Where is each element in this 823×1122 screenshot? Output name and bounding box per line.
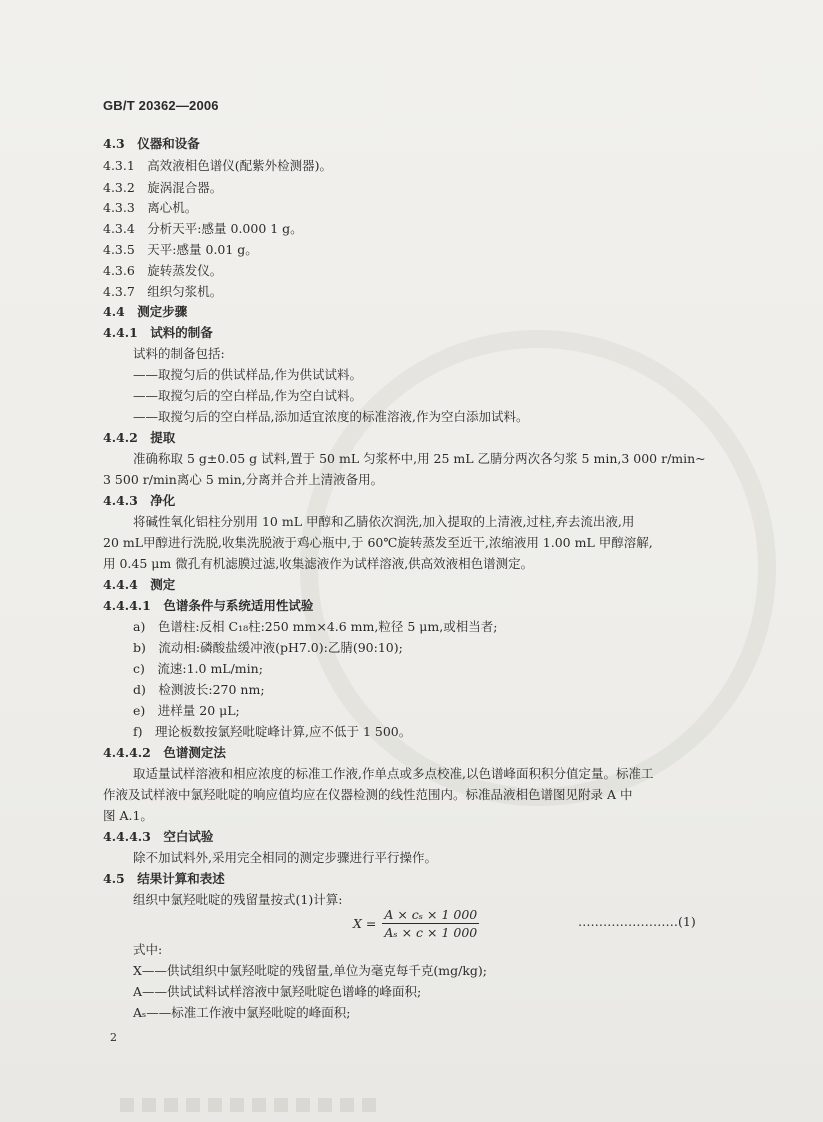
formula-lhs: X =	[353, 916, 377, 931]
paragraph-line: 除不加试料外,采用完全相同的测定步骤进行平行操作。	[133, 850, 437, 865]
paragraph-line: 用 0.45 μm 微孔有机滤膜过滤,收集滤液作为试样溶液,供高效液相色谱测定。	[103, 556, 534, 571]
list-item: 4.3.7 组织匀浆机。	[103, 284, 223, 299]
standard-code: GB/T 20362—2006	[103, 98, 219, 113]
section-heading: 4.5 结果计算和表述	[103, 871, 225, 886]
formula-fraction	[382, 907, 479, 940]
definition-line: A——供试试料试样溶液中氯羟吡啶色谱峰的峰面积;	[133, 984, 422, 999]
paragraph-line: 试料的制备包括:	[133, 346, 225, 361]
paragraph-line: 式中:	[133, 942, 163, 957]
bleed-through-strip	[120, 1098, 380, 1112]
equation-number: ……………………(1)	[578, 914, 696, 929]
list-item: c) 流速:1.0 mL/min;	[133, 661, 263, 676]
list-item: 4.3.1 高效液相色谱仪(配紫外检测器)。	[103, 158, 333, 173]
page-number: 2	[110, 1031, 117, 1044]
formula-numerator: A × cₛ × 1 000	[384, 907, 478, 922]
list-item: d) 检测波长:270 nm;	[133, 682, 265, 697]
section-heading: 4.4 测定步骤	[103, 304, 188, 319]
dash-item: ——取搅匀后的空白样品,作为空白试料。	[133, 388, 362, 403]
list-item: a) 色谱柱:反相 C₁₈柱:250 mm×4.6 mm,粒径 5 μm,或相当者;	[133, 619, 498, 634]
subsection-heading: 4.4.4.2 色谱测定法	[103, 745, 226, 760]
list-item: f) 理论板数按氯羟吡啶峰计算,应不低于 1 500。	[133, 724, 412, 739]
list-item: 4.3.3 离心机。	[103, 200, 198, 215]
subsection-heading: 4.4.1 试料的制备	[103, 325, 213, 340]
definition-line: X——供试组织中氯羟吡啶的残留量,单位为毫克每千克(mg/kg);	[133, 963, 487, 978]
list-item: e) 进样量 20 μL;	[133, 703, 240, 718]
list-item: 4.3.4 分析天平:感量 0.000 1 g。	[103, 221, 303, 236]
paragraph-line: 准确称取 5 g±0.05 g 试料,置于 50 mL 匀浆杯中,用 25 mL 乙腈分两次各匀浆 5 min,3 000 r/min~	[133, 451, 706, 466]
paragraph-line: 作液及试样液中氯羟吡啶的响应值均应在仪器检测的线性范围内。标准品液相色谱图见附录 A 中	[103, 787, 633, 802]
definition-line: Aₛ——标准工作液中氯羟吡啶的峰面积;	[133, 1005, 351, 1020]
subsection-heading: 4.4.3 净化	[103, 493, 176, 508]
formula	[353, 907, 479, 940]
dash-item: ——取搅匀后的空白样品,添加适宜浓度的标准溶液,作为空白添加试料。	[133, 409, 529, 424]
section-heading: 4.3 仪器和设备	[103, 136, 200, 151]
paragraph-line: 组织中氯羟吡啶的残留量按式(1)计算:	[133, 892, 343, 907]
paragraph-line: 20 mL甲醇进行洗脱,收集洗脱液于鸡心瓶中,于 60℃旋转蒸发至近干,浓缩液用 1.00 mL 甲醇溶解,	[103, 535, 653, 550]
paragraph-line: 将碱性氧化铝柱分别用 10 mL 甲醇和乙腈依次润洗,加入提取的上清液,过柱,弃去流出液,用	[133, 514, 635, 529]
subsection-heading: 4.4.2 提取	[103, 430, 176, 445]
paragraph-line: 取适量试样溶液和相应浓度的标准工作液,作单点或多点校准,以色谱峰面积积分值定量。标准工	[133, 766, 654, 781]
subsection-heading: 4.4.4 测定	[103, 577, 176, 592]
paragraph-line: 3 500 r/min离心 5 min,分离并合并上清液备用。	[103, 472, 384, 487]
paragraph-line: 图 A.1。	[103, 808, 153, 823]
subsection-heading: 4.4.4.3 空白试验	[103, 829, 214, 844]
subsection-heading: 4.4.4.1 色谱条件与系统适用性试验	[103, 598, 314, 613]
list-item: b) 流动相:磷酸盐缓冲液(pH7.0):乙腈(90:10);	[133, 640, 403, 655]
list-item: 4.3.2 旋涡混合器。	[103, 180, 223, 195]
list-item: 4.3.6 旋转蒸发仪。	[103, 263, 223, 278]
dash-item: ——取搅匀后的供试样品,作为供试试料。	[133, 367, 362, 382]
list-item: 4.3.5 天平:感量 0.01 g。	[103, 242, 258, 257]
formula-denominator: Aₛ × c × 1 000	[384, 925, 478, 940]
